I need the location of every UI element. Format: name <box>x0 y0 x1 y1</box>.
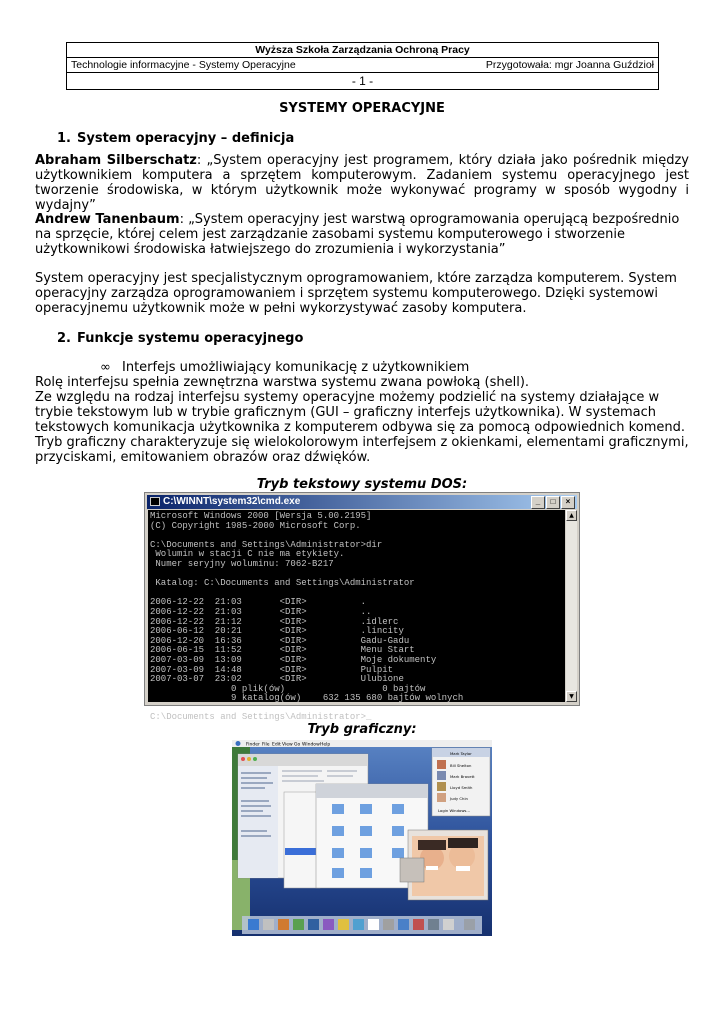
menubar-item[interactable]: Help <box>320 742 331 748</box>
author-name: Przygotowała: mgr Joanna Guździoł <box>485 59 654 71</box>
console-line: Numer seryjny woluminu: 7062-B217 <box>150 558 334 569</box>
dock-icon[interactable] <box>278 919 289 930</box>
page-header-table <box>66 42 659 90</box>
vertical-scrollbar[interactable] <box>566 510 577 702</box>
avatar <box>437 793 446 802</box>
cmd-title: C:\WINNT\system32\cmd.exe <box>163 496 301 507</box>
dock-icon[interactable] <box>413 919 424 930</box>
console-line: 2007-03-09 13:09 <DIR> Moje dokumenty <box>150 654 437 665</box>
dock-icon[interactable] <box>293 919 304 930</box>
dock-icon[interactable] <box>323 919 334 930</box>
menubar-item[interactable]: Go <box>294 742 301 748</box>
buddy-list-footer[interactable]: Login Windows... <box>438 808 471 813</box>
shell-sentence: Rolę interfejsu spełnia zewnętrzna warstwa systemu zwana powłoką (shell). <box>35 375 530 390</box>
avatar <box>437 782 446 791</box>
buddy-entry[interactable]: Judy Chin <box>450 796 468 801</box>
document-title: SYSTEMY OPERACYJNE <box>279 101 445 116</box>
menubar-item[interactable]: File <box>262 742 270 748</box>
tanenbaum-name: Andrew Tanenbaum <box>35 212 180 227</box>
silberschatz-name: Abraham Silberschatz <box>35 153 197 168</box>
console-line: C:\Documents and Settings\Administrator>dir <box>150 539 383 550</box>
cmd-window <box>144 492 580 723</box>
gui-caption: Tryb graficzny: <box>307 722 417 737</box>
console-line: (C) Copyright 1985-2000 Microsoft Corp. <box>150 520 361 531</box>
console-line: 2006-12-22 21:03 <DIR> . <box>150 597 367 608</box>
section-1-number: 1. <box>57 131 71 146</box>
dock-icon[interactable] <box>248 919 259 930</box>
dock-icon[interactable] <box>263 919 274 930</box>
avatar <box>437 771 446 780</box>
console-line: C:\Documents and Settings\Administrator>_ <box>150 712 372 723</box>
console-line: Microsoft Windows 2000 [Wersja 5.00.2195] <box>150 511 372 521</box>
buddy-entry[interactable]: Bill Shelton <box>450 763 472 768</box>
infinity-bullet-icon: ∞ <box>100 360 111 375</box>
avatar <box>437 760 446 769</box>
console-line: 9 katalog(ów) 632 135 680 bajtów wolnych <box>150 693 464 704</box>
dock-icon[interactable] <box>428 919 439 930</box>
minimize-button[interactable]: _ <box>531 496 545 509</box>
console-line: Katalog: C:\Documents and Settings\Administrator <box>150 578 415 589</box>
console-line: Wolumin w stacji C nie ma etykiety. <box>150 549 345 560</box>
page-number: - 1 - <box>351 74 374 88</box>
console-line: 2006-06-12 20:21 <DIR> .lincity <box>150 626 404 637</box>
bullet-text: Interfejs umożliwiający komunikację z użytkownikiem <box>122 360 470 375</box>
trash-icon[interactable] <box>464 919 475 930</box>
dock-icon[interactable] <box>338 919 349 930</box>
dock-icon[interactable] <box>308 919 319 930</box>
dock-icon[interactable] <box>353 919 364 930</box>
dock-icon[interactable] <box>398 919 409 930</box>
section-2-heading <box>57 331 303 346</box>
section-1-heading <box>57 131 294 146</box>
section-1-title: System operacyjny – definicja <box>77 131 295 146</box>
dock-icon[interactable] <box>443 919 454 930</box>
video-preview <box>400 858 424 882</box>
desktop-illustration <box>232 740 492 936</box>
console-line: 2006-12-22 21:12 <DIR> .idlerc <box>150 616 399 627</box>
console-line: 2007-03-07 23:02 <DIR> Ulubione <box>150 674 404 685</box>
section-2-title: Funkcje systemu operacyjnego <box>77 331 304 346</box>
dos-caption: Tryb tekstowy systemu DOS: <box>256 477 468 492</box>
silberschatz-text: : „System operacyjny jest programem, który działa jako pośrednik między użytkownikiem komputera a sprzętem komputerowym. Zadaniem systemu operacyjnego jest tworzenie środowiska, w którym użytkownik może wykonywać programy w sposób wygodny i wydajny” <box>35 153 689 213</box>
console-line: 0 plik(ów) 0 bajtów <box>150 683 426 694</box>
buddy-entry[interactable]: Lloyd Smith <box>450 785 473 790</box>
mac-os-x-screenshot <box>232 740 492 936</box>
menubar-item[interactable]: Edit <box>272 742 281 748</box>
menubar-item[interactable]: View <box>282 742 293 748</box>
scroll-up-arrow-icon[interactable]: ▲ <box>566 510 577 521</box>
dock-icon[interactable] <box>383 919 394 930</box>
console-icon <box>150 497 160 506</box>
cmd-titlebar <box>147 495 577 509</box>
bullet-item <box>100 360 700 375</box>
course-name: Technologie informacyjne - Systemy Operacyjne <box>71 59 296 71</box>
console-line: 2007-03-09 14:48 <DIR> Pulpit <box>150 664 394 675</box>
maximize-button[interactable]: □ <box>546 496 560 509</box>
console-line: 2006-06-15 11:52 <DIR> Menu Start <box>150 645 415 656</box>
school-name: Wyższa Szkoła Zarządzania Ochroną Pracy <box>67 43 658 58</box>
section-2-number: 2. <box>57 331 71 346</box>
calendar-icon[interactable] <box>368 919 379 930</box>
buddy-list-header: Mark Taylor <box>450 751 472 756</box>
menubar-item[interactable]: Window <box>302 742 320 748</box>
buddy-entry[interactable]: Mark Bravett <box>450 774 475 779</box>
scroll-down-arrow-icon[interactable]: ▼ <box>566 691 577 702</box>
tanenbaum-text: : „System operacyjny jest warstwą oprogramowania operującą bezpośrednio na sprzęcie, której celem jest zarządzanie zasobami systemu komputerowego i stworzenie użytkownikowi środowiska łatwiejszego do zrozumienia i wykorzystania” <box>35 212 680 257</box>
menubar-item[interactable]: Finder <box>246 742 260 748</box>
console-output[interactable] <box>148 510 565 723</box>
dock-menu[interactable] <box>284 792 320 888</box>
header-info-row <box>67 58 658 73</box>
os-summary-paragraph: System operacyjny jest specjalistycznym oprogramowaniem, które zarządza komputerem. System operacyjny zarządza oprogramowaniem i sprzętem systemu komputerowego. Dzięki systemowi operacyjnemu użytkownik może w pełni wykorzystywać zasoby komputera. <box>35 271 677 316</box>
close-button[interactable]: × <box>561 496 575 509</box>
interface-paragraph: Ze względu na rodzaj interfejsu systemy operacyjne możemy podzielić na systemy działające w trybie tekstowym lub w trybie graficznym (GUI – graficzny interfejs użytkownika). W systemach tekstowych komunikacja użytkownika z komputerem odbywa się za pomocą odpowiednich komend. Tryb graficzny charakteryzuje się wielokolorowym interfejsem z okienkami, elementami graficznymi, przyciskami, emitowaniem obrazów oraz dźwięków. <box>35 390 689 465</box>
console-line: 2006-12-20 16:36 <DIR> Gadu-Gadu <box>150 635 410 646</box>
tanenbaum-definition <box>35 212 689 257</box>
window-buttons <box>530 496 575 510</box>
silberschatz-definition <box>35 153 689 213</box>
apple-icon[interactable] <box>236 741 241 746</box>
console-line: 2006-12-22 21:03 <DIR> .. <box>150 606 372 617</box>
